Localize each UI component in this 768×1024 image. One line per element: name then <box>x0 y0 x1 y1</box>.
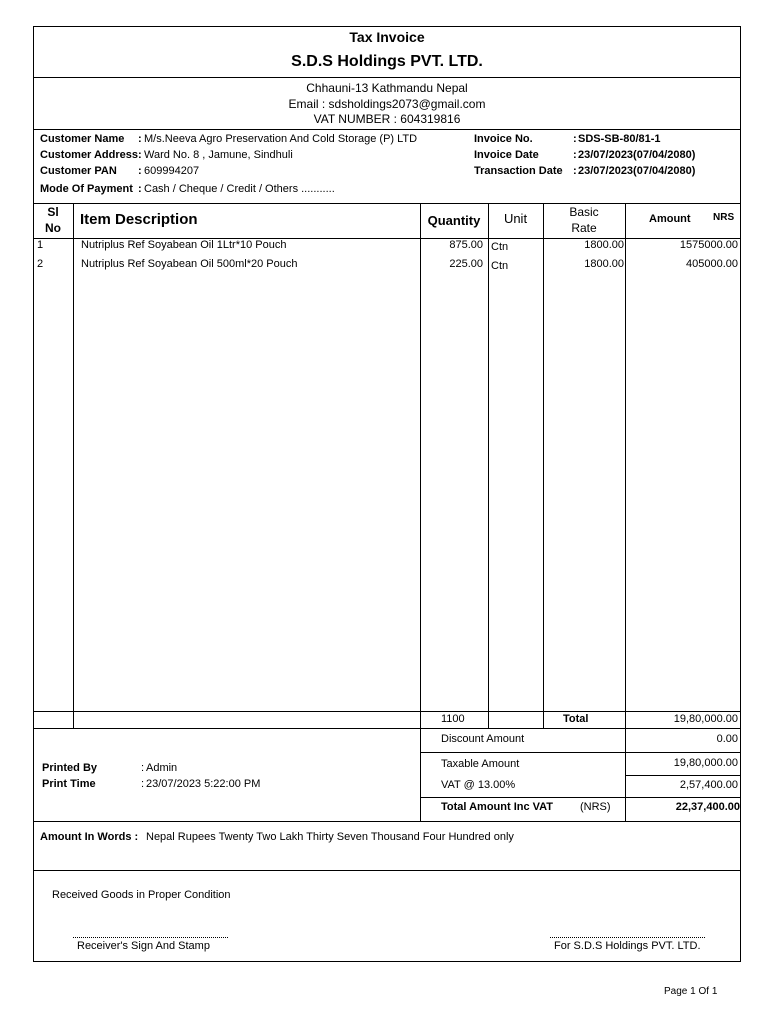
vat-number: VAT NUMBER : 604319816 <box>313 112 461 126</box>
divider-vat <box>420 797 741 798</box>
printed-by-label: Printed By <box>42 762 98 774</box>
grand-total-currency: (NRS) <box>580 801 611 813</box>
header-item-description: Item Description <box>80 211 198 228</box>
grand-total-value: 22,37,400.00 <box>675 801 740 813</box>
vat-value: 2,57,400.00 <box>679 779 738 791</box>
company-name: S.D.S Holdings PVT. LTD. <box>291 53 483 70</box>
divider-address <box>33 129 741 130</box>
total-amount: 19,80,000.00 <box>673 713 738 725</box>
col-line-unit <box>543 203 544 728</box>
receiver-sign-label: Receiver's Sign And Stamp <box>77 940 210 952</box>
col-line-desc <box>420 203 421 821</box>
row-2-rate: 1800.00 <box>584 258 624 270</box>
printed-by-value: Admin <box>146 762 178 774</box>
total-label: Total <box>563 713 589 725</box>
customer-pan-label: Customer PAN <box>40 165 117 177</box>
company-address: Chhauni-13 Kathmandu Nepal <box>306 81 468 95</box>
header-quantity: Quantity <box>427 213 481 228</box>
company-email: Email : sdsholdings2073@gmail.com <box>288 97 486 111</box>
invoice-date-label: Invoice Date <box>474 149 539 161</box>
row-2-amount: 405000.00 <box>686 258 738 270</box>
header-no: No <box>45 221 61 235</box>
row-1-unit: Ctn <box>491 241 509 253</box>
divider-table-body <box>33 711 741 712</box>
divider-words <box>33 870 741 871</box>
amount-in-words-label: Amount In Words : <box>40 831 139 843</box>
doc-title: Tax Invoice <box>349 29 425 45</box>
payment-mode-colon: : <box>138 183 142 195</box>
row-1-rate: 1800.00 <box>584 239 624 251</box>
discount-label: Discount Amount <box>441 733 525 745</box>
col-line-rate <box>625 203 626 821</box>
receiver-sign-line <box>73 937 228 938</box>
row-1-sl: 1 <box>37 239 44 251</box>
customer-name-colon: : <box>138 133 142 145</box>
divider-taxable <box>625 775 741 776</box>
printed-by-colon: : <box>141 762 145 774</box>
customer-pan-colon: : <box>138 165 142 177</box>
page-current: 1 <box>690 986 696 997</box>
row-2-unit: Ctn <box>491 260 509 272</box>
divider-header <box>33 77 741 78</box>
vat-label: VAT @ 13.00% <box>441 779 516 791</box>
customer-name-label: Customer Name <box>40 133 125 145</box>
total-quantity: 1100 <box>441 713 465 725</box>
print-time-colon: : <box>141 778 145 790</box>
customer-name-value: M/s.Neeva Agro Preservation And Cold Storage (P) LTD <box>144 133 418 145</box>
divider-discount <box>420 752 741 753</box>
header-currency: NRS <box>713 212 735 223</box>
customer-address-value: Ward No. 8 , Jamune, Sindhuli <box>144 149 293 161</box>
discount-value: 0.00 <box>716 733 738 745</box>
print-time-label: Print Time <box>42 778 96 790</box>
divider-total-row <box>33 728 741 729</box>
customer-address-colon: : <box>138 149 142 161</box>
invoice-no-label: Invoice No. <box>474 133 533 145</box>
amount-in-words-value: Nepal Rupees Twenty Two Lakh Thirty Seven Thousand Four Hundred only <box>146 831 514 843</box>
row-2-quantity: 225.00 <box>449 258 483 270</box>
page-of: Of <box>698 986 710 997</box>
header-sl: Sl <box>47 205 59 219</box>
divider-summary <box>33 821 741 822</box>
print-time-value: 23/07/2023 5:22:00 PM <box>146 778 261 790</box>
customer-address-label: Customer Address <box>40 149 139 161</box>
header-basic: Basic <box>569 205 599 219</box>
invoice-no-colon: : <box>573 133 577 145</box>
company-sign-label: For S.D.S Holdings PVT. LTD. <box>554 940 701 952</box>
col-line-sl <box>73 203 74 728</box>
company-sign-line <box>550 937 705 938</box>
page-indicator <box>664 986 717 997</box>
header-rate: Rate <box>571 221 597 235</box>
transaction-date-value: 23/07/2023(07/04/2080) <box>578 165 696 177</box>
grand-total-label: Total Amount Inc VAT <box>441 801 554 813</box>
invoice-date-value: 23/07/2023(07/04/2080) <box>578 149 696 161</box>
transaction-date-label: Transaction Date <box>474 165 563 177</box>
payment-mode-label: Mode Of Payment <box>40 183 133 195</box>
invoice-date-colon: : <box>573 149 577 161</box>
payment-mode-value: Cash / Cheque / Credit / Others ........... <box>144 183 335 195</box>
divider-customer <box>33 203 741 204</box>
col-line-qty <box>488 203 489 728</box>
page-total: 1 <box>711 986 718 997</box>
row-1-amount: 1575000.00 <box>679 239 738 251</box>
page-label: Page <box>664 986 688 997</box>
header-amount: Amount <box>649 213 691 225</box>
received-note: Received Goods in Proper Condition <box>52 889 231 901</box>
invoice-no-value: SDS-SB-80/81-1 <box>578 133 661 145</box>
taxable-label: Taxable Amount <box>441 758 520 770</box>
row-2-sl: 2 <box>37 258 44 270</box>
taxable-value: 19,80,000.00 <box>673 757 738 769</box>
row-1-description: Nutriplus Ref Soyabean Oil 1Ltr*10 Pouch <box>81 239 287 251</box>
row-1-quantity: 875.00 <box>449 239 483 251</box>
header-unit: Unit <box>503 211 528 226</box>
customer-pan-value: 609994207 <box>144 165 200 177</box>
transaction-date-colon: : <box>573 165 577 177</box>
row-2-description: Nutriplus Ref Soyabean Oil 500ml*20 Pouch <box>81 258 298 270</box>
